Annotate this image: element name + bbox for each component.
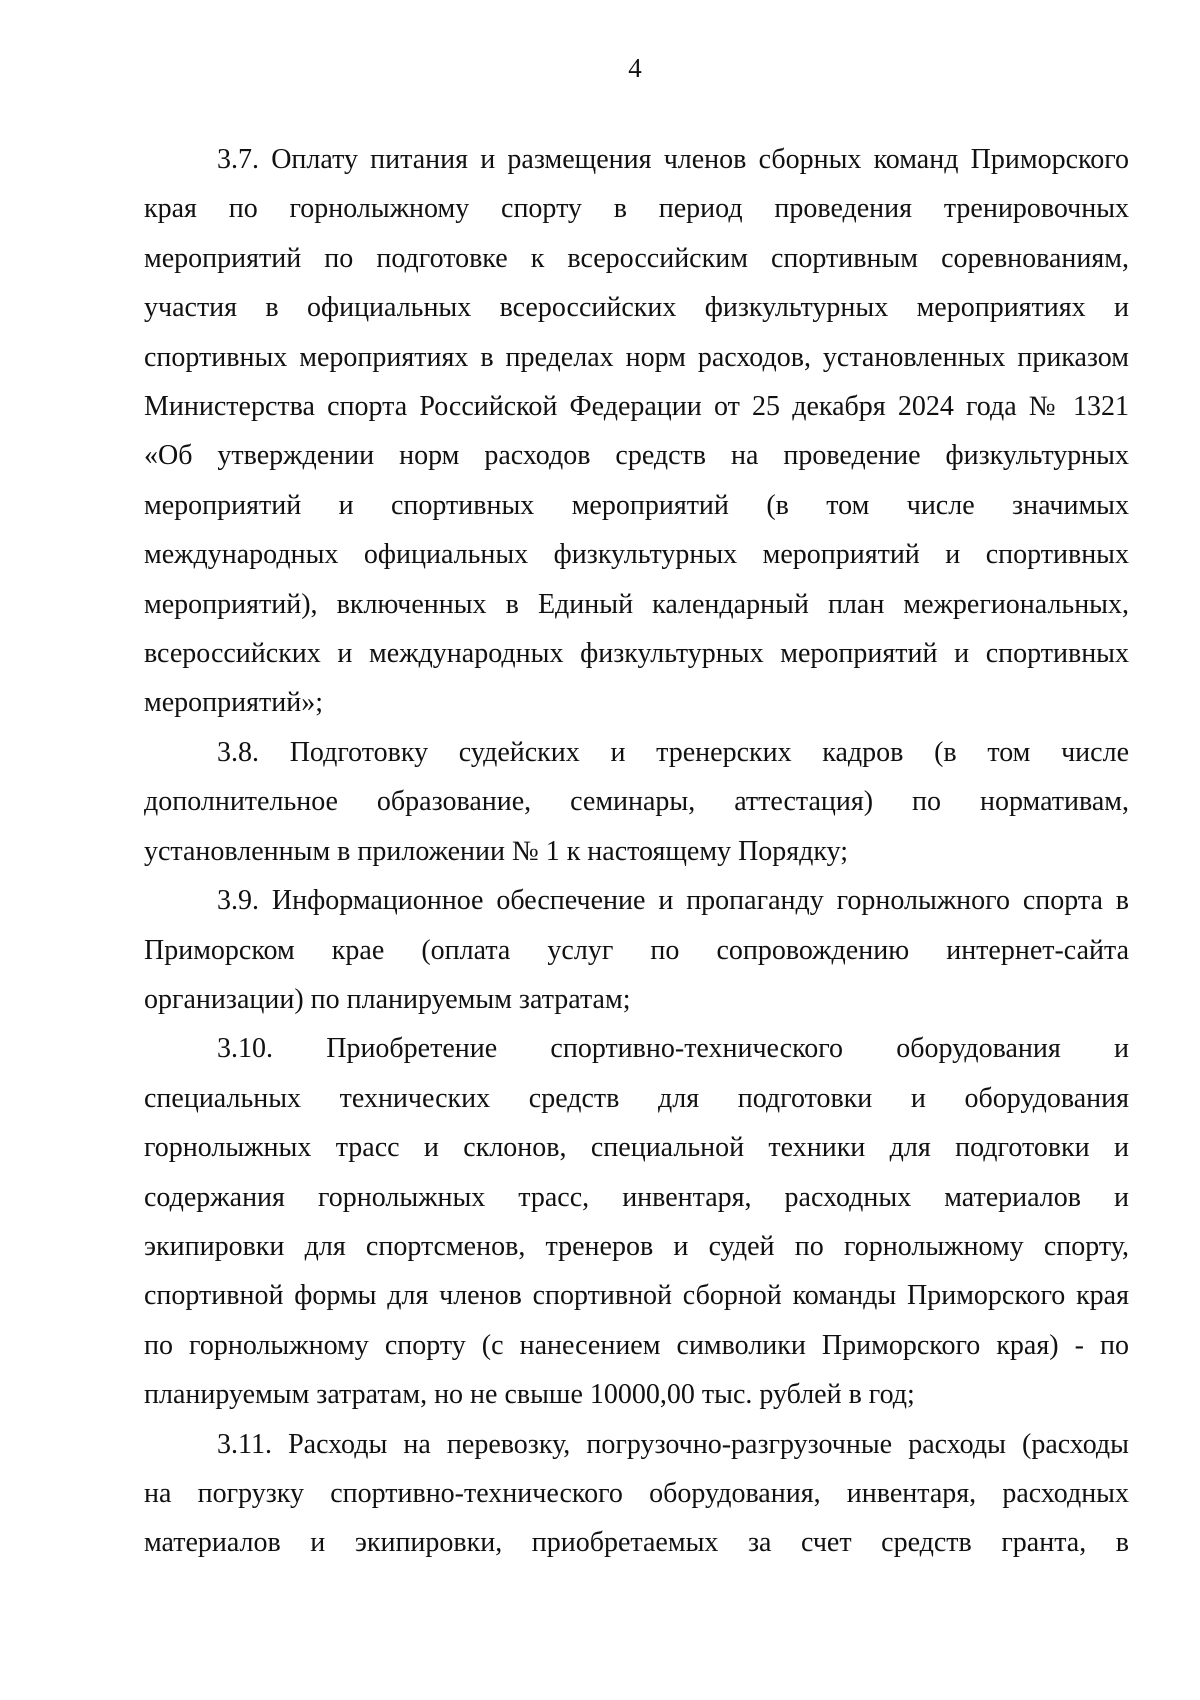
text-line: дополнительное образование, семинары, аттестация) по нормативам, xyxy=(144,786,1129,818)
text-line: 3.9. Информационное обеспечение и пропаганду горнолыжного спорта в xyxy=(217,885,1129,917)
paragraph-3-9 xyxy=(144,876,1129,1024)
text-line: содержания горнолыжных трасс, инвентаря, расходных материалов и xyxy=(144,1181,1129,1213)
text-line: спортивной формы для членов спортивной сборной команды Приморского края xyxy=(144,1280,1129,1312)
text-line: мероприятий и спортивных мероприятий (в том числе значимых xyxy=(144,489,1129,521)
text-line: специальных технических средств для подготовки и оборудования xyxy=(144,1082,1129,1114)
paragraph-3-8 xyxy=(144,728,1129,876)
text-line: 3.8. Подготовку судейских и тренерских кадров (в том числе xyxy=(217,736,1129,768)
text-line: Приморском крае (оплата услуг по сопровождению интернет-сайта xyxy=(144,934,1129,966)
text-line: 3.7. Оплату питания и размещения членов сборных команд Приморского xyxy=(217,144,1129,175)
text-line: планируемым затратам, но не свыше 10000,00 тыс. рублей в год; xyxy=(144,1379,915,1411)
text-line: 3.11. Расходы на перевозку, погрузочно-разгрузочные расходы (расходы xyxy=(217,1428,1129,1460)
text-line: по горнолыжному спорту (с нанесением символики Приморского края) - по xyxy=(144,1329,1129,1361)
text-line: 3.10. Приобретение спортивно-технического оборудования и xyxy=(217,1033,1129,1065)
text-line: всероссийских и международных физкультурных мероприятий и спортивных xyxy=(144,638,1129,670)
text-line: края по горнолыжному спорту в период проведения тренировочных xyxy=(144,193,1129,225)
text-line: на погрузку спортивно-технического оборудования, инвентаря, расходных xyxy=(144,1477,1129,1509)
text-line: международных официальных физкультурных мероприятий и спортивных xyxy=(144,539,1129,571)
text-line: мероприятий по подготовке к всероссийским спортивным соревнованиям, xyxy=(144,242,1129,274)
paragraph-3-7 xyxy=(144,135,1129,728)
text-line: материалов и экипировки, приобретаемых за счет средств гранта, в xyxy=(144,1527,1129,1559)
text-line: экипировки для спортсменов, тренеров и судей по горнолыжному спорту, xyxy=(144,1230,1129,1262)
text-line: мероприятий), включенных в Единый календарный план межрегиональных, xyxy=(144,588,1129,620)
text-line: горнолыжных трасс и склонов, специальной техники для подготовки и xyxy=(144,1132,1129,1164)
paragraph-3-10 xyxy=(144,1024,1129,1419)
document-body xyxy=(144,135,1129,1568)
text-line: Министерства спорта Российской Федерации от 25 декабря 2024 года № 1321 xyxy=(144,391,1129,423)
text-line: спортивных мероприятиях в пределах норм расходов, установленных приказом xyxy=(144,341,1129,373)
page-number: 4 xyxy=(628,53,642,83)
text-line: организации) по планируемым затратам; xyxy=(144,983,631,1015)
text-line: участия в официальных всероссийских физкультурных мероприятиях и xyxy=(144,292,1129,324)
text-line: установленным в приложении № 1 к настоящему Порядку; xyxy=(144,835,849,867)
text-line: мероприятий»; xyxy=(144,687,323,719)
text-line: «Об утверждении норм расходов средств на проведение физкультурных xyxy=(144,440,1129,472)
paragraph-3-11 xyxy=(144,1420,1129,1568)
